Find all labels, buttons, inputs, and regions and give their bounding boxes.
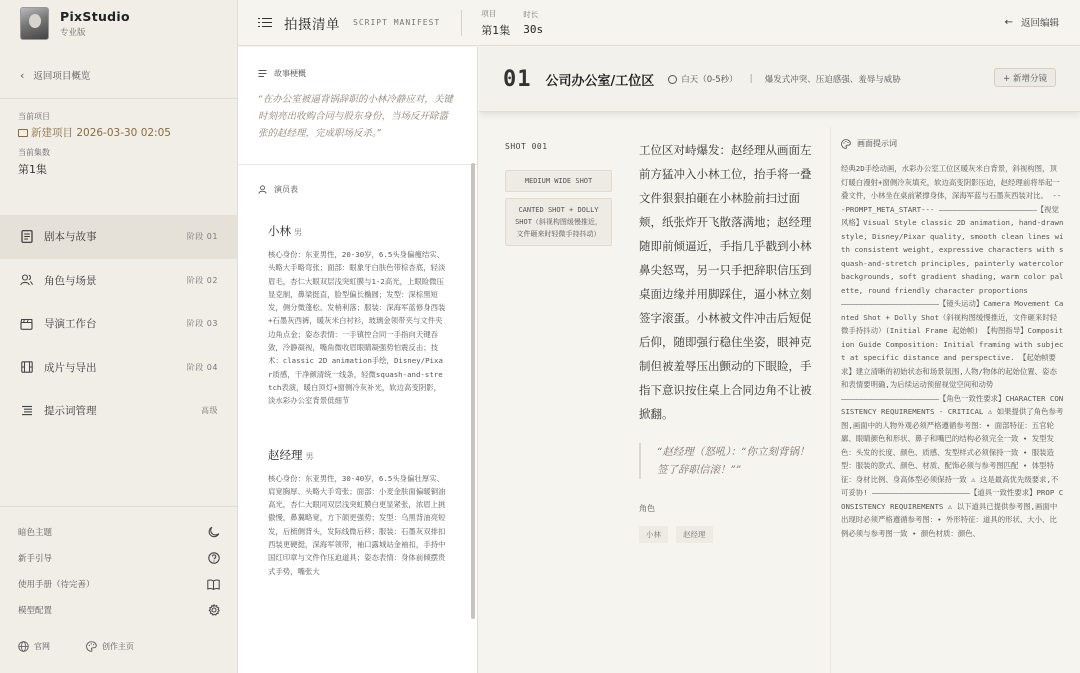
list-icon: [20, 404, 33, 417]
project-info: [0, 99, 237, 177]
divider: [461, 10, 462, 36]
add-shot-button[interactable]: + 新增分镜: [994, 68, 1056, 87]
clapperboard-icon: [20, 317, 33, 330]
shot-id: SHOT 001: [505, 142, 548, 151]
role-tag: 小林: [639, 526, 668, 543]
prompt-heading-text: 画面提示词: [857, 139, 897, 148]
scene-panel: [479, 47, 1080, 673]
nav-stage-tag: 阶段 03: [186, 319, 218, 329]
creator-label: 创作主页: [102, 642, 134, 651]
film-icon: [20, 361, 33, 374]
user-icon: [258, 185, 267, 194]
nav-label: 提示词管理: [44, 405, 97, 418]
globe-icon: [18, 641, 29, 652]
official-label: 官网: [34, 642, 50, 651]
current-project-value[interactable]: [18, 125, 219, 140]
arrow-left-icon: ←: [1004, 16, 1013, 28]
outline-heading: [238, 68, 477, 79]
sidebar-nav: [0, 215, 238, 433]
return-label: 返回编辑: [1020, 18, 1059, 29]
character-gender: 男: [305, 451, 314, 461]
sidebar-item-director[interactable]: [0, 302, 238, 346]
character-card[interactable]: [238, 444, 477, 578]
nav-stage-tag: 高级: [201, 406, 218, 416]
nav-label: 成片与导出: [44, 361, 97, 374]
current-project-text: 新建项目 2026-03-30 02:05: [31, 127, 171, 139]
sidebar-item-script[interactable]: [0, 215, 238, 259]
sidebar-item-export[interactable]: [0, 346, 238, 390]
project-meta: [481, 8, 510, 38]
scene-tags: 爆发式冲突、压迫感强、羞辱与威胁: [764, 75, 901, 85]
outline-heading-text: 故事梗概: [274, 69, 306, 78]
creator-home-link[interactable]: [86, 641, 152, 652]
bottom-label: 暗色主题: [18, 528, 53, 538]
bottom-label: 使用手册（待完善）: [18, 580, 95, 590]
back-label: 返回项目概览: [33, 71, 91, 82]
divider: [238, 164, 477, 165]
nav-stage-tag: 阶段 02: [186, 275, 218, 285]
sidebar-item-prompts[interactable]: [0, 389, 238, 433]
sidebar-bottom: [0, 506, 238, 623]
story-panel: [238, 47, 478, 673]
prompt-text[interactable]: 经典2D手绘动画，水彩办公室工位区暖灰米白背景，斜视构图，顶灯暖白漫射+窗侧冷灰填充，软边高变阴影压迫，赵经理前将举起一叠文件，小林坐在桌前紧撑身体，深海军蓝与石墨灰西装对比。 ---PROMPT_META_START--- ——————————————————————【视觉风格】Visual Style classic 2D animation, hand-drawn style, Disney/Pixar quality, smooth clean lines with consistent weight, expressive characters with squash-and-stretch principles, painterly watercolor backgrounds, soft gradient shading, warm color palette, round friendly character proportions ——————————————————————【镜头运动】Camera Movement Canted Shot + Dolly Shot（斜视构图缓慢推近，文件砸来时轻微手持抖动）(Initial Frame 起始帧) 【构图指导】Composition Guide Composition: Initial framing with subject at specific distance and perspective. 【起始帧要求】建立清晰的初始状态和场景氛围,人物/物体的起始位置、姿态和表情要明确,为后续运动预留视觉空间和动势 ——————————————————————【角色一致性要求】CHARACTER CONSISTENCY REQUIREMENTS - CRITICAL ⚠ 如果提供了角色参考图,画面中的人物外观必须严格遵循参考图：• 面部特征：五官轮廓、眼睛颜色和形状、鼻子和嘴巴的结构必须完全一致 • 发型发色：头发的长度、颜色、质感、发型样式必须保持一致 • 服装造型：服装的款式、颜色、材质、配饰必须与参考图匹配 • 体型特征：身材比例、身高体型必须保持一致 ⚠ 这是最高优先级要求,不可妥协! ——————————————————————【道具一致性要求】PROP CONSISTENCY REQUIREMENTS ⚠ 以下道具已提供参考图,画面中出现时必须严格遵循参考图：• 外形特征：道具的形状、大小、比例必须与参考图一致 • 颜色材质：颜色、: [841, 164, 1064, 538]
scene-time: [668, 73, 737, 85]
page-subtitle: SCRIPT MANIFEST: [353, 18, 441, 27]
official-site-link[interactable]: [18, 641, 68, 652]
scene-header: [479, 47, 1080, 112]
gear-icon: [207, 604, 220, 617]
shot-dialogue: “赵经理（怒吼）：“你立刻背锅！签了辞职信滚！””: [639, 443, 819, 479]
character-name: 小林: [268, 224, 291, 238]
duration-value: 30s: [523, 23, 544, 36]
role-tag: 赵经理: [676, 526, 713, 543]
scene-title: 公司办公室/工位区: [545, 73, 655, 89]
current-episode-value: 第1集: [18, 163, 47, 176]
brand-edition: 专业版: [60, 27, 86, 38]
palette-icon: [841, 139, 851, 149]
camera-move-badge: CANTED SHOT + DOLLY SHOT（斜视构图缓慢推近，文件砸来时轻微手持抖动）: [505, 198, 612, 246]
topbar: [238, 0, 1080, 46]
nav-label: 导演工作台: [44, 318, 97, 331]
users-icon: [20, 274, 33, 287]
cast-heading-text: 演员表: [274, 185, 298, 194]
avatar[interactable]: [20, 7, 49, 40]
separator: |: [749, 74, 753, 84]
character-card[interactable]: [238, 220, 477, 408]
return-edit-button[interactable]: [1005, 15, 1059, 29]
story-outline: “在办公室被逼背锅辞职的小林冷静应对，关键时刻亮出收购合同与股东身份，当场反开除嚣张的赵经理，完成职场反杀。”: [258, 94, 453, 139]
character-description: 核心身份：东亚男性，30-40岁，6.5头身偏壮厚实、肩宽胸厚、头略大手弯张；面部：小麦金肤面偏暖铜油高光，杏仁大眼同双层浅突虹膜白更显紧张，浓眉上挑傲慢，鼻翼略宽，方下颌更强势；发型：乌黑背油亮短发，后梳侧背头，发际线微后移；服装：石墨灰双排扣西装更硬挺，深海军领带，袖口露城站金袖扣，手持中国红印章与文件作压迫道具；姿态表情：身体前倾摆贵式手势，嘴张大: [268, 473, 446, 576]
bottom-label: 新手引导: [18, 554, 53, 564]
current-project-label: 当前项目: [18, 112, 50, 121]
page-title: 拍摄清单: [284, 16, 340, 33]
cast-heading: [238, 184, 477, 195]
clock-icon: [668, 75, 677, 84]
roles-label: 角色: [639, 504, 655, 513]
sidebar: [0, 0, 238, 673]
character-name: 赵经理: [268, 447, 303, 462]
duration-meta: [523, 9, 543, 36]
palette-icon: [86, 641, 97, 652]
help-circle-icon: [207, 552, 220, 565]
nav-stage-tag: 阶段 01: [186, 232, 218, 242]
prompt-heading: [841, 138, 1064, 149]
book-icon: [207, 578, 220, 591]
prompt-section: [841, 138, 1064, 673]
onboarding-link[interactable]: [0, 545, 238, 571]
back-to-overview-link[interactable]: [0, 60, 237, 90]
project-value: 第1集: [481, 23, 511, 37]
moon-icon: [207, 526, 220, 539]
roles-list: [639, 526, 819, 543]
scrollbar[interactable]: [471, 163, 475, 619]
shot-size-badge: MEDIUM WIDE SHOT: [505, 170, 612, 192]
sidebar-item-characters[interactable]: [0, 259, 238, 303]
character-gender: 男: [294, 228, 302, 237]
main-area: [238, 0, 1080, 673]
footer-links: [18, 641, 170, 652]
bottom-label: 模型配置: [18, 606, 53, 616]
scene-number: 01: [503, 66, 532, 92]
nav-label: 剧本与故事: [44, 231, 97, 244]
folder-icon: [18, 129, 28, 137]
nav-label: 角色与场景: [44, 274, 97, 287]
current-episode-label: 当前集数: [18, 148, 50, 157]
menu-icon[interactable]: [258, 17, 272, 29]
manual-link[interactable]: [0, 571, 238, 597]
nav-stage-tag: 阶段 04: [186, 362, 218, 372]
shot-description[interactable]: 工位区对峙爆发：赵经理从画面左前方猛冲入小林工位，抬手将一叠文件狠狠拍砸在小林脸前扫过面颊，纸张炸开飞散落满地；赵经理随即前倾逼近，手指几乎戳到小林鼻尖怒骂，另一只手把辞职信压到桌面边缘并用脚踩住，逼小林立刻签字滚蛋。小林被文件冲击后短促后仰，随即强行稳住坐姿，眼神克制但被羞辱压出颤动的下眼睑，手指下意识按住桌上合同边角不让被掀翻。: [639, 143, 812, 421]
character-description: 核心身份：东亚男性，20-30岁，6.5头身偏瘦结实、头略大手略弯张；面部：眼象牙白肤色带棕杏底，轻淡眉毛，杏仁大眼双层浅突虹膜与1-2高光，上眼睑微压显克制，鼻梁挺直，脸型偏长椭圆；发型：深棕黑短发，侧分微蓬松、发梢利落；服装：深海军蓝修身西装+石墨灰西裤，暖灰米白衬衫，玻璃金领带夹与文件夹边角点金；姿态表情：一手镇控合同一手指向天键吞敛，冷静凝视，嘴角微收眉眼睛凝强势怕震反击；技术：classic 2D animation手绘，Disney/Pixar质感，干净颜清统一线条，轻微squash-and-stretch表演，暖白顶灯+窗侧冷灰补光，软边高变阴影，淡水彩办公室背景低细节: [268, 250, 446, 406]
dark-theme-toggle[interactable]: [0, 519, 238, 545]
brand: [0, 0, 237, 46]
shot-content: [639, 138, 819, 543]
chevron-left-icon: ‹: [20, 68, 25, 82]
model-config-link[interactable]: [0, 597, 238, 623]
divider: [830, 127, 831, 673]
document-icon: [20, 230, 33, 243]
duration-label: 时长: [523, 10, 539, 19]
project-label: 项目: [481, 8, 497, 18]
shot-meta: [505, 142, 612, 246]
scene-time-text: 白天（0-5秒）: [681, 75, 738, 85]
list-icon: [258, 69, 267, 78]
brand-name: PixStudio: [60, 8, 130, 24]
